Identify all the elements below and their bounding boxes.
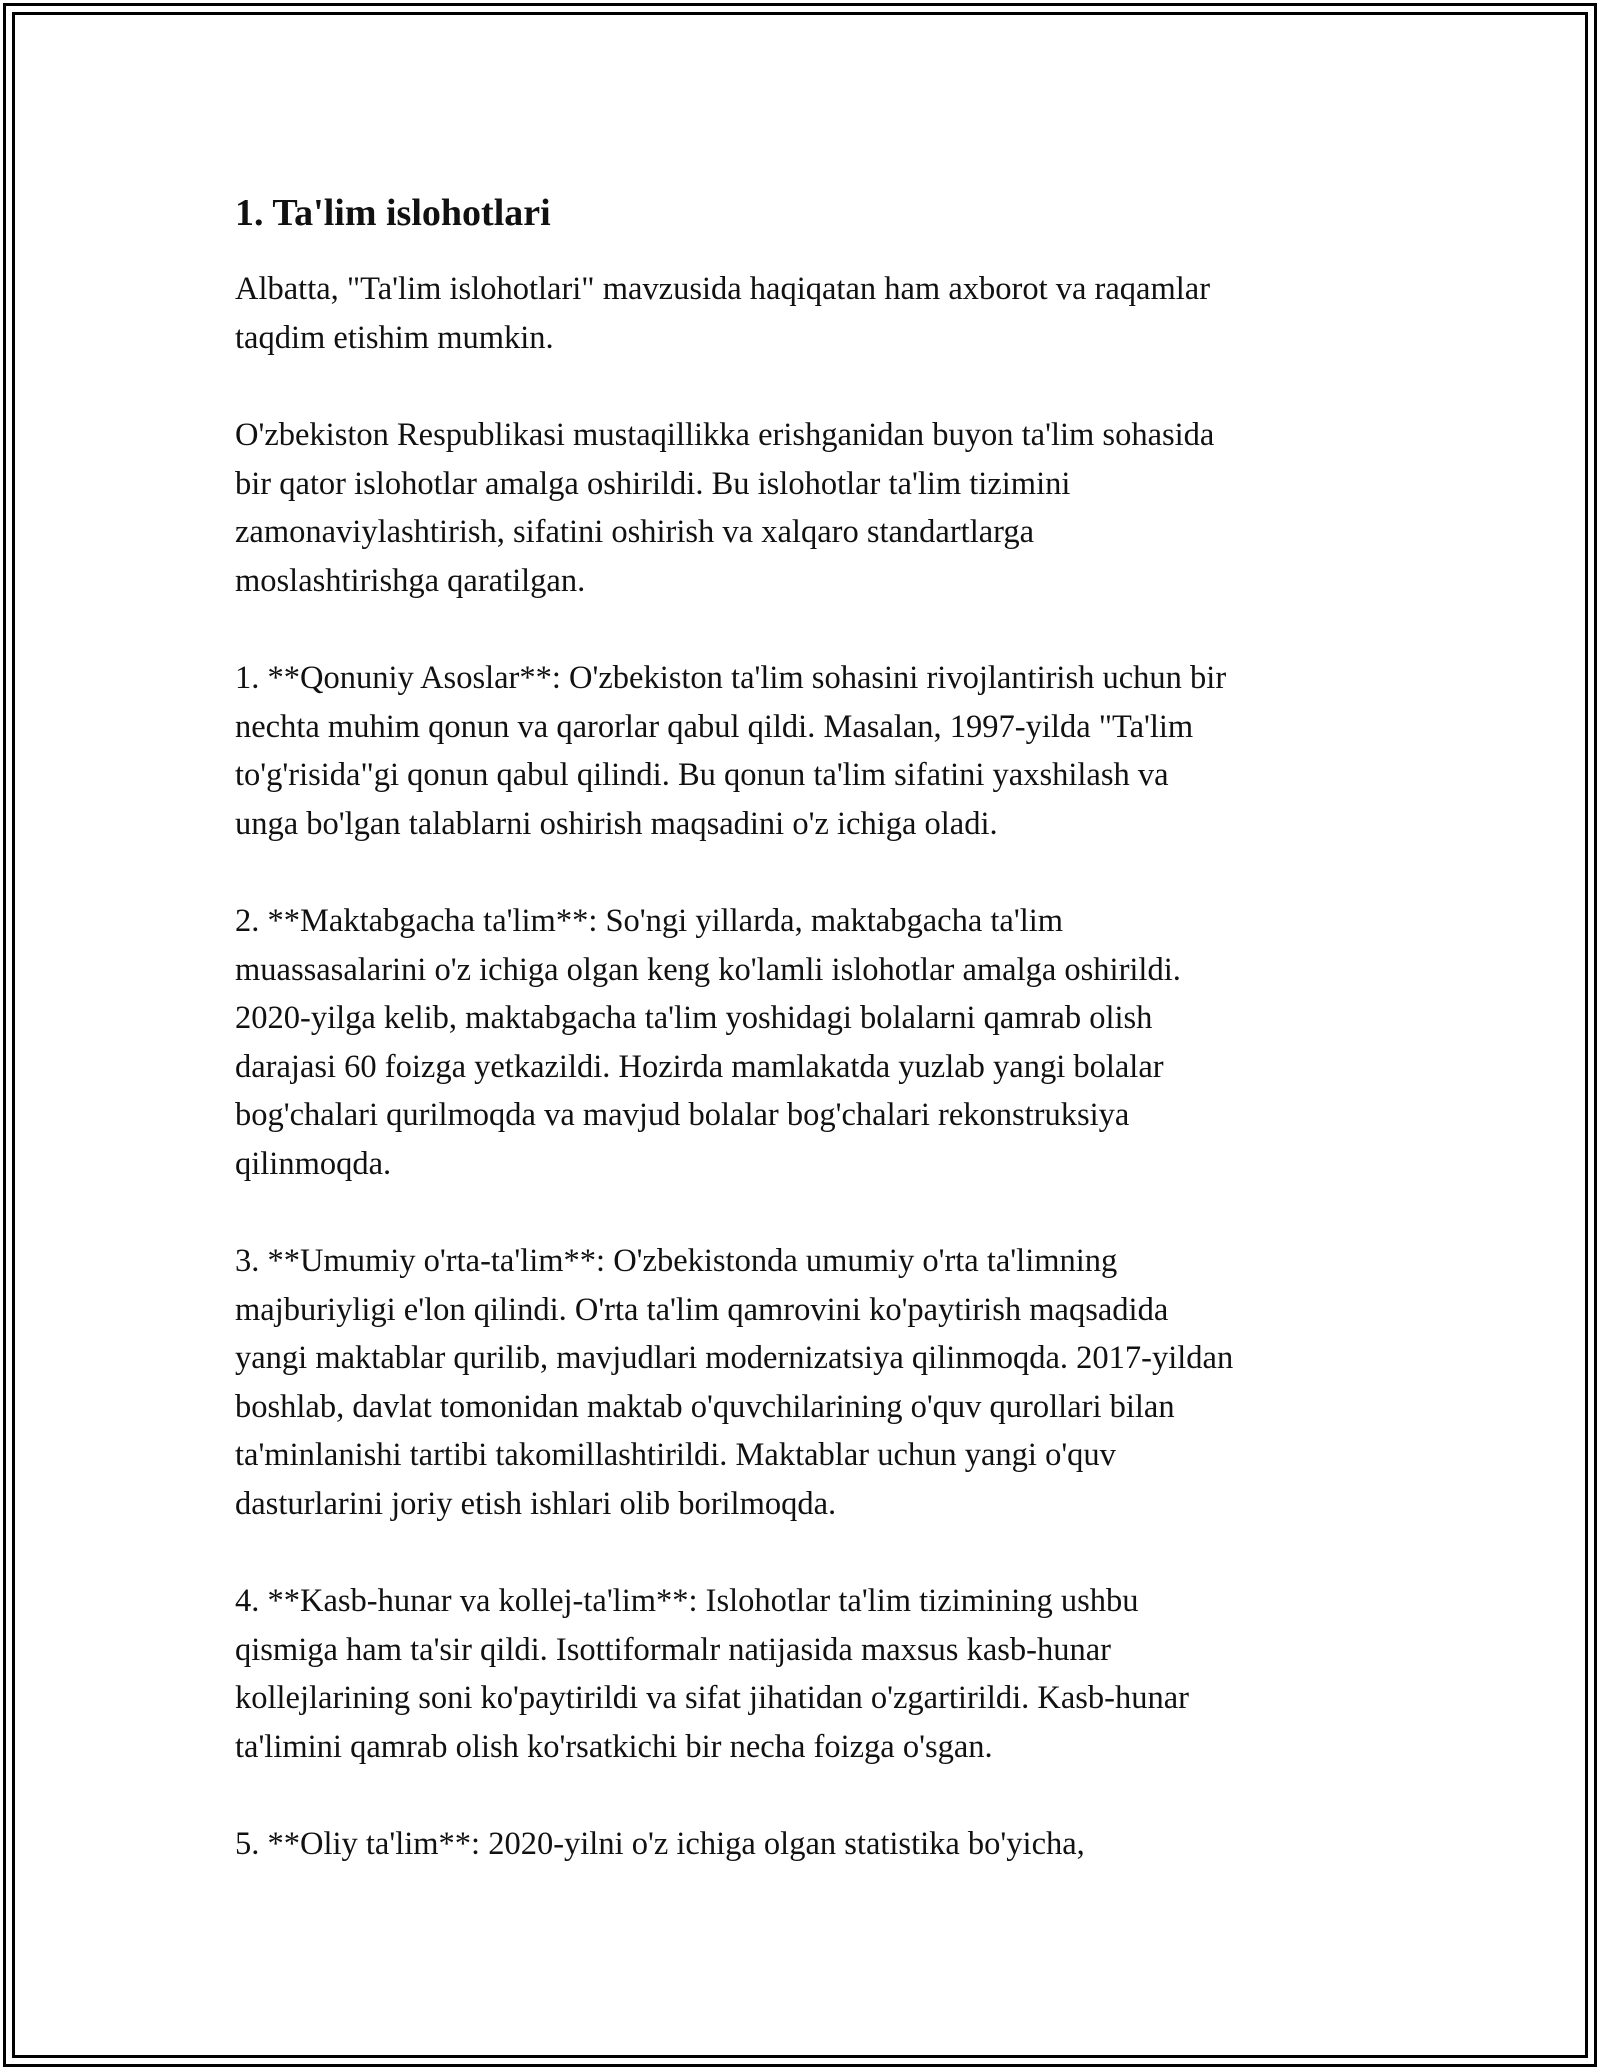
text-line: ta'minlanishi tartibi takomillashtirildi. Maktablar uchun yangi o'quv (235, 1437, 1116, 1473)
text-line: darajasi 60 foizga yetkazildi. Hozirda mamlakatda yuzlab yangi bolalar (235, 1048, 1164, 1085)
text-line: qismiga ham ta'sir qildi. Isottiformalr natijasida maxsus kasb-hunar (235, 1631, 1111, 1668)
text-line: nechta muhim qonun va qarorlar qabul qildi. Masalan, 1997-yilda "Ta'lim (235, 708, 1194, 745)
paragraph-item-2-preschool (235, 897, 1375, 1188)
text-line: 2020-yilga kelib, maktabgacha ta'lim yoshidagi bolalarni qamrab olish (235, 1000, 1153, 1036)
paragraph-item-4-vocational (235, 1577, 1375, 1771)
text-line: 5. **Oliy ta'lim**: 2020-yilni o'z ichiga olgan statistika bo'yicha, (235, 1826, 1085, 1862)
paragraph-intro (235, 265, 1375, 362)
text-line: 1. **Qonuniy Asoslar**: O'zbekiston ta'lim sohasini rivojlantirish uchun bir (235, 660, 1227, 696)
text-line: unga bo'lgan talablarni oshirish maqsadini o'z ichiga oladi. (235, 805, 998, 842)
paragraph-item-3-secondary (235, 1237, 1375, 1528)
document-body (235, 190, 1375, 1918)
text-line: muassasalarini o'z ichiga olgan keng ko'lamli islohotlar amalga oshirildi. (235, 951, 1181, 988)
text-line: zamonaviylashtirish, sifatini oshirish va xalqaro standartlarga (235, 514, 1035, 550)
paragraph-item-1-legal-basis (235, 654, 1375, 848)
text-line: 4. **Kasb-hunar va kollej-ta'lim**: Islohotlar ta'lim tizimining ushbu (235, 1583, 1139, 1619)
text-line: taqdim etishim mumkin. (235, 319, 554, 356)
text-line: dasturlarini joriy etish ishlari olib borilmoqda. (235, 1485, 837, 1522)
text-line: kollejlarining soni ko'paytirildi va sifat jihatidan o'zgartirildi. Kasb-hunar (235, 1680, 1189, 1716)
text-line: 2. **Maktabgacha ta'lim**: So'ngi yillarda, maktabgacha ta'lim (235, 903, 1064, 939)
text-line: 3. **Umumiy o'rta-ta'lim**: O'zbekistonda umumiy o'rta ta'limning (235, 1243, 1118, 1279)
text-line: ta'limini qamrab olish ko'rsatkichi bir necha foizga o'sgan. (235, 1728, 993, 1765)
text-line: bir qator islohotlar amalga oshirildi. Bu islohotlar ta'lim tizimini (235, 465, 1071, 502)
text-line: yangi maktablar qurilib, mavjudlari modernizatsiya qilinmoqda. 2017-yildan (235, 1340, 1234, 1376)
text-line: bog'chalari qurilmoqda va mavjud bolalar bog'chalari rekonstruksiya (235, 1097, 1130, 1133)
text-line: moslashtirishga qaratilgan. (235, 562, 586, 599)
section-heading: 1. Ta'lim islohotlari (235, 192, 551, 234)
paragraph-overview (235, 411, 1375, 605)
text-line: O'zbekiston Respublikasi mustaqillikka erishganidan buyon ta'lim sohasida (235, 417, 1215, 453)
text-line: boshlab, davlat tomonidan maktab o'quvchilarining o'quv qurollari bilan (235, 1388, 1175, 1425)
paragraph-item-5-higher-education (235, 1820, 1375, 1869)
text-line: majburiyligi e'lon qilindi. O'rta ta'lim qamrovini ko'paytirish maqsadida (235, 1291, 1169, 1328)
text-line: to'g'risida"gi qonun qabul qilindi. Bu qonun ta'lim sifatini yaxshilash va (235, 757, 1169, 793)
text-line: qilinmoqda. (235, 1145, 392, 1182)
text-line: Albatta, "Ta'lim islohotlari" mavzusida haqiqatan ham axborot va raqamlar (235, 271, 1211, 307)
